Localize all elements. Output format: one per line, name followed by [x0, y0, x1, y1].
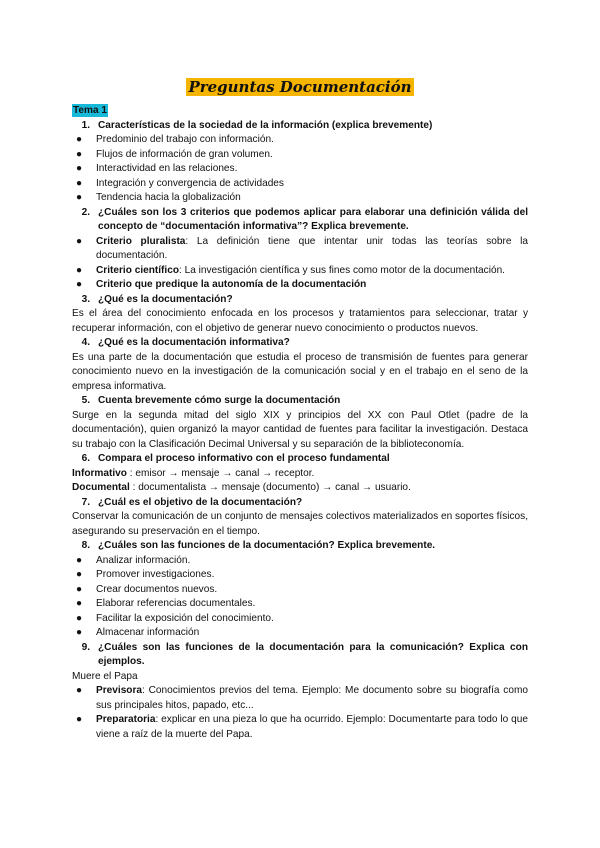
question-6: 6. Compara el proceso informativo con el proceso fundamental	[81, 453, 390, 464]
bullet-icon: ●	[76, 177, 83, 189]
answer-6-documental: Documental : documentalista → mensaje (documento) → canal → usuario.	[72, 482, 411, 493]
document-title: Preguntas Documentación	[188, 78, 412, 96]
list-item: ● Crear documentos nuevos.	[72, 583, 528, 598]
answer-6-informativo: Informativo : emisor → mensaje → canal → receptor.	[72, 467, 315, 479]
answer-5: Surge en la segunda mitad del siglo XIX y principios del XX con Paul Otlet (padre de la documentación), quien organizó la mayor cantidad de fuentes para facilitar la investigación. Destaca su trabajo con la Clasificación Decimal Universal y su separación de la biblioteconomía.	[72, 409, 528, 450]
list-item: ● Preparatoria: explicar en una pieza lo que ha ocurrido. Ejemplo: Documentarte para todo lo que viene a raíz de la muerte del Papa.	[72, 713, 528, 742]
bullet-icon: ●	[76, 569, 83, 580]
list-item: ● Interactividad en las relaciones.	[72, 162, 528, 177]
bullet-icon: ●	[76, 264, 83, 276]
question-9: 9. ¿Cuáles son las funciones de la documentación para la comunicación? Explica con ejemplos.	[81, 641, 528, 667]
bullet-icon: ●	[76, 598, 83, 609]
question-8: 8. ¿Cuáles son las funciones de la documentación? Explica brevemente.	[81, 540, 436, 551]
bullet-icon: ●	[76, 134, 83, 145]
bullet-icon: ●	[76, 192, 83, 203]
list-item: ● Facilitar la exposición del conocimiento.	[72, 612, 528, 627]
list-item: ● Criterio que predique la autonomía de la documentación	[72, 278, 528, 293]
bullet-icon: ●	[76, 627, 83, 638]
bullet-icon: ●	[76, 612, 83, 624]
bullet-icon: ●	[76, 148, 83, 160]
question-2: 2. ¿Cuáles son los 3 criterios que podemos aplicar para elaborar una definición válida del concepto de “documentación informativa”? Explica brevemente.	[81, 206, 528, 232]
list-item: ● Promover investigaciones.	[72, 568, 528, 583]
bullet-icon: ●	[76, 554, 83, 566]
answer-4: Es una parte de la documentación que estudia el proceso de transmisión de fuentes para generar conocimiento nuevo en la investigación de la comunicación social y en el trabajo en el seno de la empresa informativa.	[72, 351, 528, 392]
answer-7: Conservar la comunicación de un conjunto de mensajes colectivos materializados en soportes físicos, asegurando su preservación en el tiempo.	[72, 511, 528, 537]
list-item: ● Almacenar información	[72, 626, 528, 641]
answer-3: Es el área del conocimiento enfocada en los procesos y tratamientos para seleccionar, tratar y recuperar información, con el objetivo de generar nuevo conocimiento o productos nuevos.	[72, 308, 528, 334]
question-4: 4. ¿Qué es la documentación informativa?	[81, 337, 290, 348]
question-5: 5. Cuenta brevemente cómo surge la documentación	[81, 395, 341, 406]
list-item: ● Analizar información.	[72, 554, 528, 569]
document-content	[72, 78, 528, 742]
bullet-icon: ●	[76, 235, 83, 247]
bullet-icon: ●	[76, 163, 83, 174]
question-1: 1. Características de la sociedad de la información (explica brevemente)	[81, 119, 433, 131]
list-item: ● Tendencia hacia la globalización	[72, 191, 528, 206]
bullet-icon: ●	[76, 583, 83, 595]
bullet-icon: ●	[76, 714, 83, 725]
list-item: ● Criterio científico: La investigación científica y sus fines como motor de la documentación.	[72, 264, 528, 279]
list-item: ● Integración y convergencia de actividades	[72, 177, 528, 192]
list-item: ● Flujos de información de gran volumen.	[72, 148, 528, 163]
section-heading	[72, 104, 528, 119]
tema-label: Tema 1	[73, 105, 108, 116]
answer-9-intro: Muere el Papa	[72, 670, 138, 682]
list-item: ● Predominio del trabajo con información.	[72, 133, 528, 148]
question-7: 7. ¿Cuál es el objetivo de la documentación?	[81, 496, 303, 508]
list-item: ● Criterio pluralista: La definición tiene que intentar unir todas las teorías sobre la documentación.	[72, 235, 528, 264]
bullet-icon: ●	[76, 279, 83, 290]
bullet-icon: ●	[76, 685, 83, 696]
list-item: ● Previsora: Conocimientos previos del tema. Ejemplo: Me documento sobre su biografía como sus principales hitos, papado, etc...	[72, 684, 528, 713]
question-3: 3. ¿Qué es la documentación?	[81, 293, 233, 305]
list-item: ● Elaborar referencias documentales.	[72, 597, 528, 612]
